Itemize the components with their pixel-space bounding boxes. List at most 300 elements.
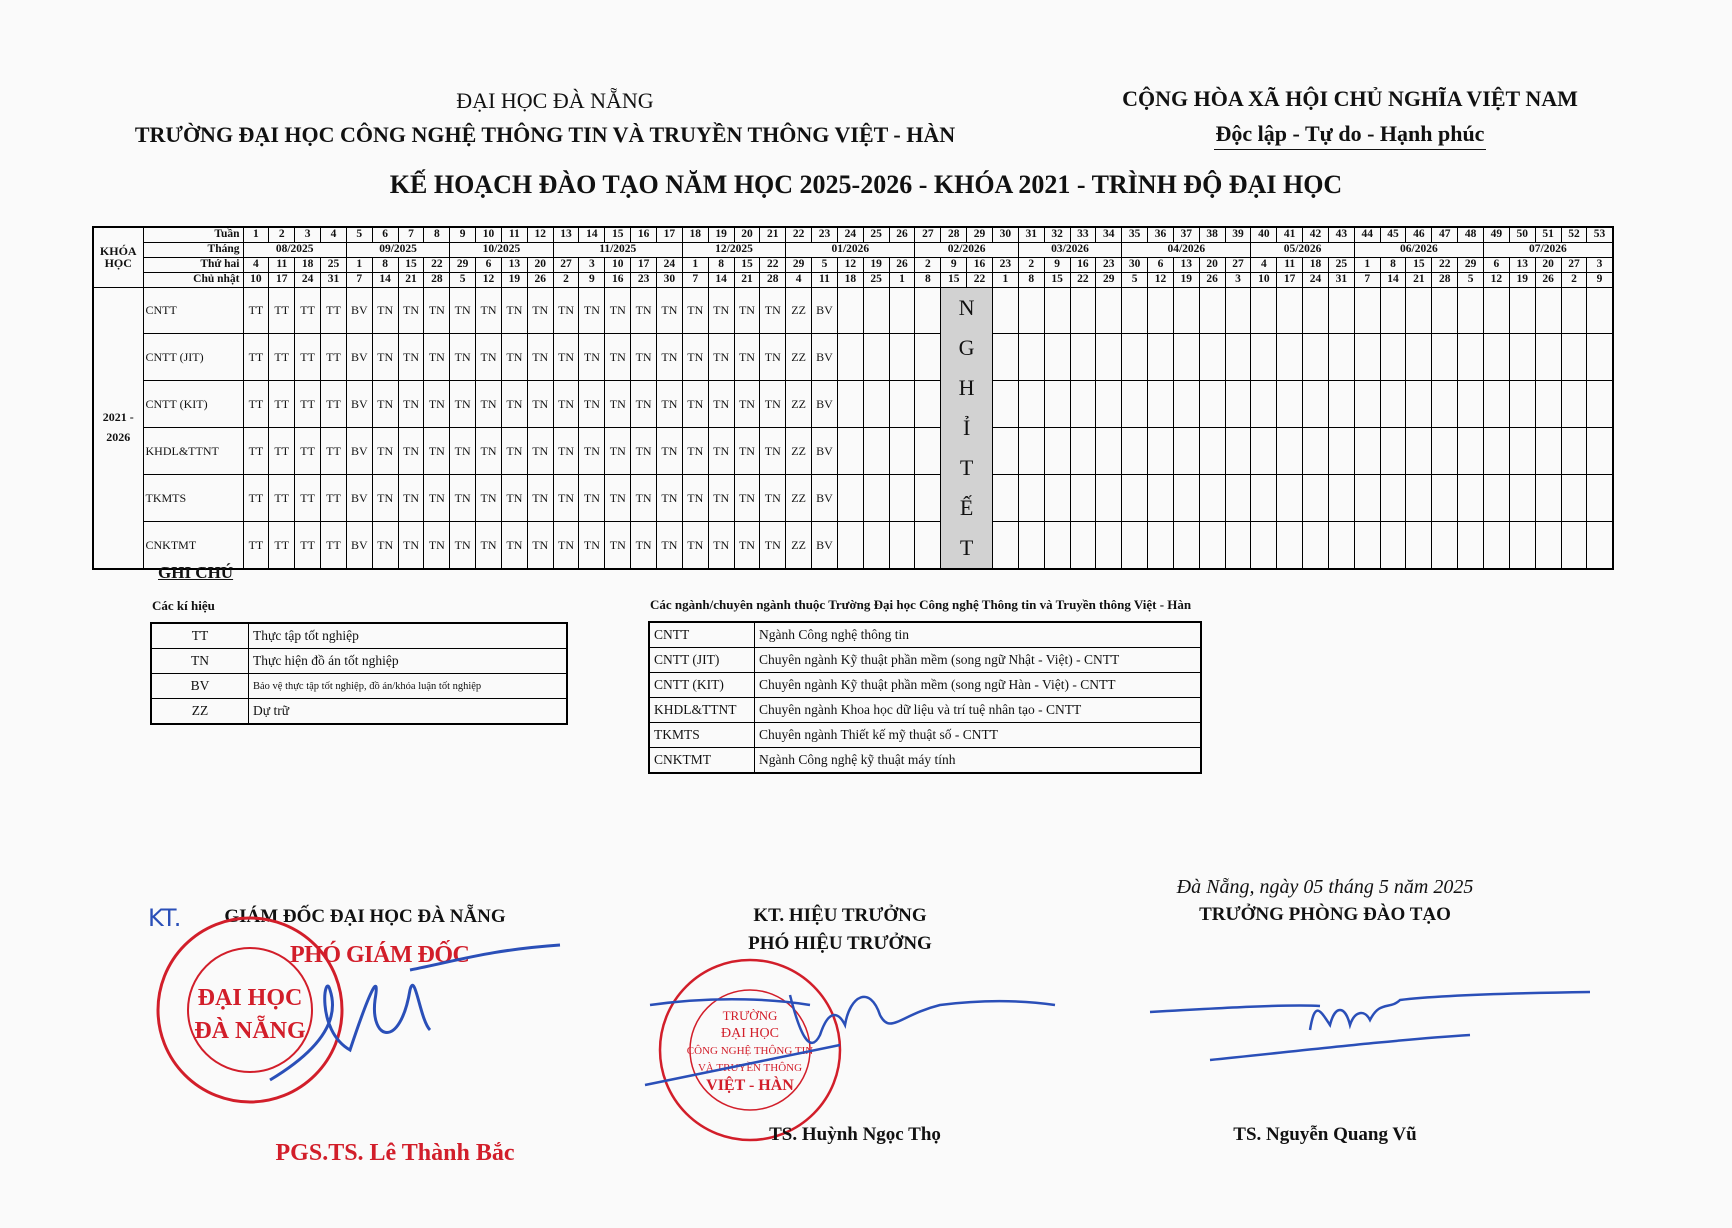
- week-number: 53: [1587, 227, 1613, 242]
- monday-date: 9: [1044, 257, 1070, 272]
- schedule-code: TN: [708, 522, 734, 569]
- month-label: 10/2025: [450, 242, 553, 257]
- monday-date: 15: [1406, 257, 1432, 272]
- symbol-code: ZZ: [151, 699, 249, 725]
- empty-week-cell: [1277, 381, 1303, 428]
- monday-date: 29: [1458, 257, 1484, 272]
- schedule-code: TT: [321, 334, 347, 381]
- monday-date: 13: [1509, 257, 1535, 272]
- monday-date: 16: [967, 257, 993, 272]
- empty-week-cell: [1277, 334, 1303, 381]
- motto: Độc lập - Tự do - Hạnh phúc: [1214, 121, 1487, 150]
- schedule-code: TN: [579, 475, 605, 522]
- week-number: 42: [1303, 227, 1329, 242]
- sunday-date: 2: [553, 272, 579, 287]
- empty-week-cell: [1380, 428, 1406, 475]
- empty-week-cell: [1432, 287, 1458, 334]
- empty-week-cell: [1096, 334, 1122, 381]
- majors-title: Các ngành/chuyên ngành thuộc Trường Đại học Công nghệ Thông tin và Truyền thông Việt - Hàn: [650, 597, 1192, 612]
- schedule-code: TN: [579, 287, 605, 334]
- schedule-code: TN: [605, 475, 631, 522]
- week-number: 32: [1044, 227, 1070, 242]
- sunday-date: 1: [992, 272, 1018, 287]
- sunday-date: 26: [527, 272, 553, 287]
- empty-week-cell: [1354, 334, 1380, 381]
- month-label: 05/2026: [1251, 242, 1354, 257]
- empty-week-cell: [837, 428, 863, 475]
- monday-date: 3: [579, 257, 605, 272]
- page-title: KẾ HOẠCH ĐÀO TẠO NĂM HỌC 2025-2026 - KHÓA 2021 - TRÌNH ĐỘ ĐẠI HỌC: [389, 170, 1343, 199]
- sunday-date: 18: [837, 272, 863, 287]
- empty-week-cell: [1303, 381, 1329, 428]
- schedule-code: BV: [346, 522, 372, 569]
- empty-week-cell: [837, 522, 863, 569]
- monday-date: 22: [760, 257, 786, 272]
- empty-week-cell: [1303, 334, 1329, 381]
- schedule-code: TT: [321, 287, 347, 334]
- schedule-code: TN: [398, 522, 424, 569]
- left-signature-icon: [260, 930, 580, 1110]
- sunday-date: 22: [967, 272, 993, 287]
- week-number: 10: [476, 227, 502, 242]
- empty-week-cell: [1225, 381, 1251, 428]
- week-number: 25: [863, 227, 889, 242]
- sunday-date: 12: [1484, 272, 1510, 287]
- schedule-code: TN: [579, 428, 605, 475]
- empty-week-cell: [1561, 287, 1587, 334]
- empty-week-cell: [1561, 475, 1587, 522]
- schedule-code: BV: [346, 428, 372, 475]
- sunday-date: 30: [657, 272, 683, 287]
- sunday-date: 24: [1303, 272, 1329, 287]
- sunday-date: 7: [682, 272, 708, 287]
- schedule-code: TN: [657, 522, 683, 569]
- week-number: 34: [1096, 227, 1122, 242]
- week-number: 5: [346, 227, 372, 242]
- week-number: 41: [1277, 227, 1303, 242]
- sunday-date: 5: [1458, 272, 1484, 287]
- sunday-date: 9: [579, 272, 605, 287]
- empty-week-cell: [1406, 287, 1432, 334]
- week-number: 19: [708, 227, 734, 242]
- schedule-code: TN: [398, 475, 424, 522]
- signing-date: Đà Nẵng, ngày 05 tháng 5 năm 2025: [1176, 876, 1474, 898]
- monday-date: 30: [1122, 257, 1148, 272]
- schedule-code: TN: [527, 287, 553, 334]
- empty-week-cell: [1173, 475, 1199, 522]
- empty-week-cell: [1354, 475, 1380, 522]
- empty-week-cell: [1406, 522, 1432, 569]
- schedule-code: TT: [295, 522, 321, 569]
- empty-week-cell: [1199, 475, 1225, 522]
- schedule-code: TN: [734, 334, 760, 381]
- empty-week-cell: [1484, 475, 1510, 522]
- sunday-date: 28: [1432, 272, 1458, 287]
- schedule-code: TN: [734, 522, 760, 569]
- empty-week-cell: [1535, 334, 1561, 381]
- schedule-code: TN: [398, 428, 424, 475]
- schedule-code: TN: [579, 334, 605, 381]
- empty-week-cell: [1225, 428, 1251, 475]
- schedule-code: TN: [657, 475, 683, 522]
- empty-week-cell: [1458, 428, 1484, 475]
- monday-date: 27: [553, 257, 579, 272]
- sunday-date: 7: [1354, 272, 1380, 287]
- week-number: 52: [1561, 227, 1587, 242]
- empty-week-cell: [1535, 428, 1561, 475]
- sunday-date: 26: [1535, 272, 1561, 287]
- empty-week-cell: [1535, 287, 1561, 334]
- table-row: [93, 334, 1613, 381]
- schedule-code: TT: [243, 381, 269, 428]
- week-number: 17: [657, 227, 683, 242]
- symbol-description: Bảo vệ thực tập tốt nghiệp, đồ án/khóa luận tốt nghiệp: [249, 674, 568, 699]
- empty-week-cell: [1148, 475, 1174, 522]
- empty-week-cell: [915, 334, 941, 381]
- schedule-code: TN: [501, 522, 527, 569]
- empty-week-cell: [837, 334, 863, 381]
- schedule-code: ZZ: [786, 522, 812, 569]
- empty-week-cell: [1096, 381, 1122, 428]
- week-number: 21: [760, 227, 786, 242]
- tet-letter: T: [959, 454, 974, 480]
- sunday-date: 25: [863, 272, 889, 287]
- empty-week-cell: [915, 287, 941, 334]
- schedule-code: TN: [760, 428, 786, 475]
- monday-date: 4: [1251, 257, 1277, 272]
- empty-week-cell: [1096, 475, 1122, 522]
- symbol-row: [151, 623, 567, 649]
- empty-week-cell: [1044, 334, 1070, 381]
- week-number: 48: [1458, 227, 1484, 242]
- empty-week-cell: [1018, 287, 1044, 334]
- monday-date: 11: [269, 257, 295, 272]
- empty-week-cell: [1251, 381, 1277, 428]
- month-label: 01/2026: [786, 242, 915, 257]
- program-code: CNTT (KIT): [143, 381, 243, 428]
- sunday-date: 28: [760, 272, 786, 287]
- empty-week-cell: [1328, 428, 1354, 475]
- middle-signer-name: TS. Huỳnh Ngọc Thọ: [769, 1124, 941, 1145]
- monday-date: 22: [424, 257, 450, 272]
- middle-signature-icon: [640, 975, 1060, 1095]
- symbol-code: BV: [151, 674, 249, 699]
- empty-week-cell: [1044, 475, 1070, 522]
- empty-week-cell: [1070, 475, 1096, 522]
- schedule-code: ZZ: [786, 475, 812, 522]
- empty-week-cell: [1484, 287, 1510, 334]
- month-label: 04/2026: [1122, 242, 1251, 257]
- sunday-date: 10: [243, 272, 269, 287]
- week-number: 44: [1354, 227, 1380, 242]
- svg-text:ĐẠI HỌC: ĐẠI HỌC: [721, 1026, 779, 1041]
- empty-week-cell: [1251, 287, 1277, 334]
- monday-date: 8: [708, 257, 734, 272]
- empty-week-cell: [863, 287, 889, 334]
- empty-week-cell: [915, 381, 941, 428]
- empty-week-cell: [1380, 334, 1406, 381]
- schedule-code: TN: [424, 475, 450, 522]
- week-number: 27: [915, 227, 941, 242]
- schedule-code: BV: [812, 334, 838, 381]
- monday-date: 2: [915, 257, 941, 272]
- empty-week-cell: [1018, 522, 1044, 569]
- schedule-code: BV: [812, 522, 838, 569]
- empty-week-cell: [1070, 381, 1096, 428]
- week-number: 24: [837, 227, 863, 242]
- monday-date: 3: [1587, 257, 1613, 272]
- major-description: Ngành Công nghệ thông tin: [755, 622, 1202, 648]
- schedule-code: TN: [657, 334, 683, 381]
- sunday-date: 19: [1509, 272, 1535, 287]
- week-number: 15: [605, 227, 631, 242]
- schedule-code: TN: [605, 428, 631, 475]
- monday-date: 1: [346, 257, 372, 272]
- schedule-code: TN: [424, 381, 450, 428]
- empty-week-cell: [837, 475, 863, 522]
- schedule-code: TN: [760, 287, 786, 334]
- schedule-code: TN: [553, 428, 579, 475]
- sunday-date: 8: [1018, 272, 1044, 287]
- tet-letter: Ỉ: [962, 414, 971, 440]
- empty-week-cell: [1354, 287, 1380, 334]
- schedule-code: BV: [812, 287, 838, 334]
- sunday-date: 3: [1225, 272, 1251, 287]
- sunday-date: 16: [605, 272, 631, 287]
- major-code: CNTT: [649, 622, 755, 648]
- major-description: Ngành Công nghệ kỹ thuật máy tính: [755, 748, 1202, 774]
- empty-week-cell: [1406, 475, 1432, 522]
- schedule-code: TT: [295, 334, 321, 381]
- sunday-date: 24: [295, 272, 321, 287]
- program-code: TKMTS: [143, 475, 243, 522]
- sunday-date: 23: [631, 272, 657, 287]
- empty-week-cell: [1328, 522, 1354, 569]
- schedule-code: TN: [527, 475, 553, 522]
- empty-week-cell: [992, 287, 1018, 334]
- schedule-code: TT: [321, 381, 347, 428]
- schedule-code: TT: [295, 287, 321, 334]
- monday-date: 2: [1018, 257, 1044, 272]
- empty-week-cell: [1277, 475, 1303, 522]
- program-code: KHDL&TTNT: [143, 428, 243, 475]
- empty-week-cell: [1044, 522, 1070, 569]
- program-code: CNTT: [143, 287, 243, 334]
- monday-date: 25: [321, 257, 347, 272]
- empty-week-cell: [1122, 381, 1148, 428]
- monday-date: 9: [941, 257, 967, 272]
- month-label: 09/2025: [346, 242, 449, 257]
- schedule-code: TN: [527, 428, 553, 475]
- schedule-code: TN: [682, 475, 708, 522]
- monday-date: 8: [1380, 257, 1406, 272]
- major-code: TKMTS: [649, 723, 755, 748]
- sunday-date: 5: [1122, 272, 1148, 287]
- symbol-code: TT: [151, 623, 249, 649]
- empty-week-cell: [889, 522, 915, 569]
- schedule-code: TT: [321, 428, 347, 475]
- schedule-code: TN: [501, 381, 527, 428]
- empty-week-cell: [1587, 475, 1613, 522]
- empty-week-cell: [992, 334, 1018, 381]
- schedule-code: TT: [243, 428, 269, 475]
- schedule-code: TN: [605, 334, 631, 381]
- sunday-date: 5: [450, 272, 476, 287]
- empty-week-cell: [1380, 475, 1406, 522]
- schedule-code: TN: [631, 287, 657, 334]
- empty-week-cell: [1251, 334, 1277, 381]
- schedule-code: BV: [346, 334, 372, 381]
- monday-date: 24: [657, 257, 683, 272]
- majors-table: [648, 621, 1202, 774]
- empty-week-cell: [1044, 381, 1070, 428]
- empty-week-cell: [1148, 381, 1174, 428]
- empty-week-cell: [1458, 334, 1484, 381]
- sunday-date: 26: [1199, 272, 1225, 287]
- empty-week-cell: [1354, 381, 1380, 428]
- schedule-code: TT: [295, 475, 321, 522]
- week-number: 49: [1484, 227, 1510, 242]
- svg-text:TRƯỜNG: TRƯỜNG: [722, 1008, 778, 1023]
- schedule-code: TN: [372, 428, 398, 475]
- empty-week-cell: [837, 381, 863, 428]
- empty-week-cell: [1458, 522, 1484, 569]
- week-number: 18: [682, 227, 708, 242]
- schedule-code: TN: [450, 381, 476, 428]
- empty-week-cell: [1122, 522, 1148, 569]
- schedule-code: TT: [269, 381, 295, 428]
- empty-week-cell: [1328, 381, 1354, 428]
- week-number: 35: [1122, 227, 1148, 242]
- empty-week-cell: [863, 428, 889, 475]
- schedule-code: BV: [812, 428, 838, 475]
- sunday-date: 4: [786, 272, 812, 287]
- monday-date: 10: [605, 257, 631, 272]
- schedule-code: TT: [269, 475, 295, 522]
- schedule-code: TN: [734, 381, 760, 428]
- schedule-code: TN: [450, 428, 476, 475]
- empty-week-cell: [1225, 287, 1251, 334]
- monday-date: 23: [992, 257, 1018, 272]
- week-number: 16: [631, 227, 657, 242]
- right-signature-icon: [1140, 990, 1600, 1080]
- empty-week-cell: [992, 381, 1018, 428]
- empty-week-cell: [1096, 522, 1122, 569]
- monday-date: 12: [837, 257, 863, 272]
- schedule-code: ZZ: [786, 381, 812, 428]
- empty-week-cell: [1096, 287, 1122, 334]
- schedule-code: TN: [760, 334, 786, 381]
- program-code: CNTT (JIT): [143, 334, 243, 381]
- monday-date: 5: [812, 257, 838, 272]
- empty-week-cell: [1432, 334, 1458, 381]
- empty-week-cell: [1432, 428, 1458, 475]
- notes-title: GHI CHÚ: [158, 563, 234, 582]
- empty-week-cell: [1148, 522, 1174, 569]
- week-number: 29: [967, 227, 993, 242]
- empty-week-cell: [1251, 428, 1277, 475]
- schedule-code: TN: [708, 381, 734, 428]
- svg-text:ĐÀ NẴNG: ĐÀ NẴNG: [194, 1018, 306, 1044]
- empty-week-cell: [1484, 522, 1510, 569]
- schedule-code: TN: [372, 381, 398, 428]
- major-row: [649, 622, 1201, 648]
- schedule-code: TT: [243, 475, 269, 522]
- schedule-code: TN: [657, 287, 683, 334]
- schedule-code: TN: [631, 381, 657, 428]
- empty-week-cell: [1328, 287, 1354, 334]
- empty-week-cell: [1380, 287, 1406, 334]
- schedule-code: TN: [579, 522, 605, 569]
- schedule-code: TT: [321, 475, 347, 522]
- empty-week-cell: [1432, 475, 1458, 522]
- empty-week-cell: [1587, 287, 1613, 334]
- empty-week-cell: [992, 475, 1018, 522]
- schedule-code: TT: [269, 287, 295, 334]
- month-label: 12/2025: [682, 242, 785, 257]
- empty-week-cell: [1148, 334, 1174, 381]
- monday-date: 8: [372, 257, 398, 272]
- schedule-code: TN: [450, 475, 476, 522]
- monday-date: 16: [1070, 257, 1096, 272]
- week-number: 50: [1509, 227, 1535, 242]
- sunday-date: 28: [424, 272, 450, 287]
- empty-week-cell: [1535, 522, 1561, 569]
- schedule-code: TN: [631, 428, 657, 475]
- schedule-code: TN: [605, 522, 631, 569]
- month-label: 03/2026: [1018, 242, 1121, 257]
- schedule-code: BV: [346, 381, 372, 428]
- sunday-date: 17: [269, 272, 295, 287]
- empty-week-cell: [863, 475, 889, 522]
- schedule-code: TT: [269, 522, 295, 569]
- symbol-row: [151, 649, 567, 674]
- sunday-date: 15: [941, 272, 967, 287]
- empty-week-cell: [915, 522, 941, 569]
- empty-week-cell: [1251, 522, 1277, 569]
- empty-week-cell: [1225, 334, 1251, 381]
- country-name: CỘNG HÒA XÃ HỘI CHỦ NGHĨA VIỆT NAM: [1122, 86, 1578, 111]
- schedule-code: TN: [553, 287, 579, 334]
- empty-week-cell: [1122, 428, 1148, 475]
- major-row: [649, 698, 1201, 723]
- empty-week-cell: [1561, 334, 1587, 381]
- monday-date: 20: [527, 257, 553, 272]
- empty-week-cell: [1509, 522, 1535, 569]
- sunday-date: 12: [1148, 272, 1174, 287]
- empty-week-cell: [1122, 334, 1148, 381]
- schedule-code: TN: [527, 522, 553, 569]
- monday-date: 18: [1303, 257, 1329, 272]
- empty-week-cell: [1587, 428, 1613, 475]
- svg-text:VIỆT - HÀN: VIỆT - HÀN: [706, 1077, 794, 1094]
- major-row: [649, 673, 1201, 698]
- week-row-label: Tuần: [143, 227, 243, 242]
- week-number: 22: [786, 227, 812, 242]
- empty-week-cell: [1458, 475, 1484, 522]
- empty-week-cell: [1173, 522, 1199, 569]
- schedule-code: TN: [708, 428, 734, 475]
- schedule-code: TN: [476, 475, 502, 522]
- monday-date: 15: [734, 257, 760, 272]
- empty-week-cell: [1044, 287, 1070, 334]
- major-description: Chuyên ngành Khoa học dữ liệu và trí tuệ nhân tạo - CNTT: [755, 698, 1202, 723]
- sunday-date: 14: [372, 272, 398, 287]
- monday-date: 26: [889, 257, 915, 272]
- week-number: 3: [295, 227, 321, 242]
- empty-week-cell: [889, 428, 915, 475]
- schedule-code: TN: [631, 334, 657, 381]
